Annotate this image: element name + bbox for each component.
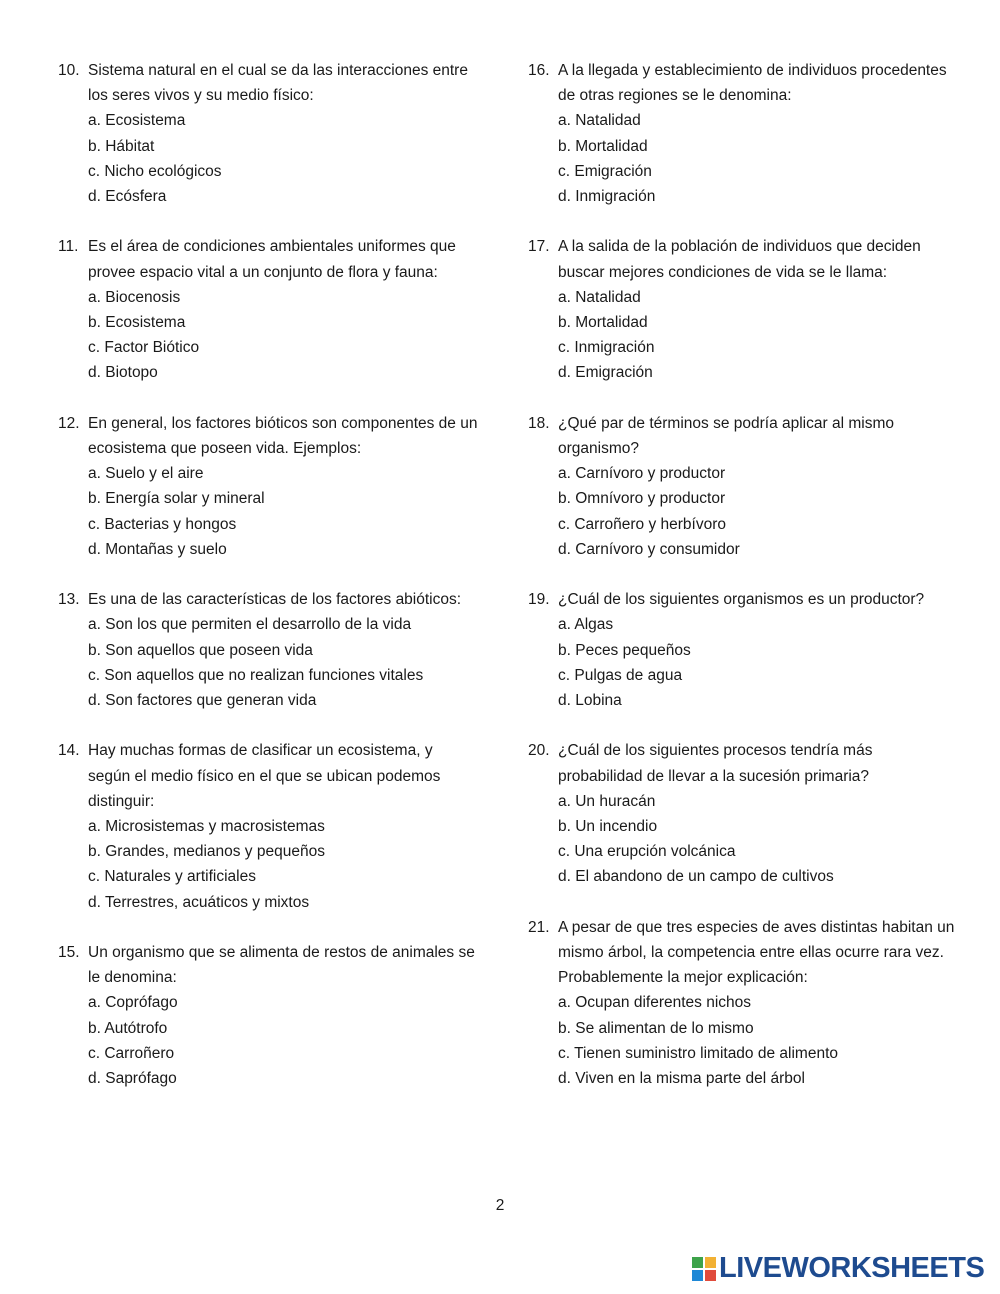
answer-option: d. Biotopo xyxy=(88,364,158,382)
question-text: ¿Cuál de los siguientes organismos es un productor? xyxy=(558,591,925,609)
answer-option: a. Son los que permiten el desarrollo de la vida xyxy=(88,616,412,634)
answer-option: b. Son aquellos que poseen vida xyxy=(88,641,313,659)
page-number: 2 xyxy=(495,1197,505,1214)
question-number: 18. xyxy=(528,414,550,432)
answer-option: c. Naturales y artificiales xyxy=(88,868,256,886)
liveworksheets-brand xyxy=(692,1252,984,1286)
question-item xyxy=(58,940,478,1091)
question-number: 20. xyxy=(528,742,550,760)
answer-option: d. Son factores que generan vida xyxy=(88,692,317,710)
question-number: 21. xyxy=(528,918,550,936)
question-text: Un organismo que se alimenta de restos de animales se le denomina: xyxy=(88,944,475,987)
question-item xyxy=(58,411,478,562)
answer-option: c. Son aquellos que no realizan funciones vitales xyxy=(88,666,424,684)
question-number: 14. xyxy=(58,742,80,760)
logo-tile-v xyxy=(692,1270,703,1281)
brand-wordmark: LIVEWORKSHEETS xyxy=(719,1252,985,1285)
answer-option: b. Mortalidad xyxy=(558,314,648,332)
question-number: 10. xyxy=(58,62,80,79)
answer-option: a. Un huracán xyxy=(558,792,656,810)
question-number: 11. xyxy=(58,238,79,256)
question-item xyxy=(528,234,958,385)
logo-tile-l xyxy=(692,1257,703,1268)
question-text: Es el área de condiciones ambientales uniformes que provee espacio vital a un conjunto de flora y fauna: xyxy=(88,238,456,281)
answer-option: c. Pulgas de agua xyxy=(558,666,683,684)
question-item xyxy=(58,58,478,209)
answer-option: d. Terrestres, acuáticos y mixtos xyxy=(88,893,310,911)
answer-option: d. Inmigración xyxy=(558,188,656,206)
answer-option: a. Ocupan diferentes nichos xyxy=(558,994,752,1012)
answer-option: a. Coprófago xyxy=(88,994,178,1012)
question-item xyxy=(528,587,958,713)
question-number: 13. xyxy=(58,591,80,609)
question-item xyxy=(58,587,478,713)
answer-option: c. Carroñero xyxy=(88,1044,175,1062)
answer-option: b. Ecosistema xyxy=(88,314,186,332)
answer-option: c. Nicho ecológicos xyxy=(88,162,222,180)
question-text: Sistema natural en el cual se da las interacciones entre los seres vivos y su medio físico: xyxy=(88,62,468,105)
answer-option: d. Ecósfera xyxy=(88,188,167,206)
question-item xyxy=(528,915,958,1091)
right-column xyxy=(528,58,958,1116)
question-text: ¿Cuál de los siguientes procesos tendría más probabilidad de llevar a la sucesión primaria? xyxy=(558,742,873,785)
answer-option: d. Carnívoro y consumidor xyxy=(558,540,740,558)
question-number: 15. xyxy=(58,944,80,962)
answer-option: c. Carroñero y herbívoro xyxy=(558,515,726,533)
answer-option: b. Mortalidad xyxy=(558,137,648,155)
question-item xyxy=(58,234,478,385)
question-text: A la salida de la población de individuos que deciden buscar mejores condiciones de vida se le llama: xyxy=(558,238,921,281)
answer-option: d. Saprófago xyxy=(88,1070,177,1088)
answer-option: a. Natalidad xyxy=(558,288,641,306)
answer-option: d. Emigración xyxy=(558,364,653,382)
answer-option: c. Tienen suministro limitado de alimento xyxy=(558,1044,838,1062)
answer-option: b. Omnívoro y productor xyxy=(558,490,726,508)
answer-option: a. Biocenosis xyxy=(88,288,181,306)
answer-option: a. Microsistemas y macrosistemas xyxy=(88,818,325,836)
liveworksheets-logo-icon xyxy=(692,1257,716,1281)
answer-option: d. Montañas y suelo xyxy=(88,540,227,558)
answer-option: d. Lobina xyxy=(558,692,622,710)
logo-tile-e xyxy=(705,1270,716,1281)
answer-option: b. Autótrofo xyxy=(88,1019,168,1037)
question-text: A la llegada y establecimiento de individuos procedentes de otras regiones se le denomina: xyxy=(558,62,947,105)
question-number: 19. xyxy=(528,591,550,609)
answer-option: a. Suelo y el aire xyxy=(88,465,204,483)
left-column xyxy=(58,58,478,1116)
answer-option: c. Inmigración xyxy=(558,339,655,357)
answer-option: c. Emigración xyxy=(558,162,652,180)
question-item xyxy=(528,58,958,209)
question-item xyxy=(528,738,958,889)
answer-option: c. Bacterias y hongos xyxy=(88,515,237,533)
question-item xyxy=(58,738,478,914)
answer-option: d. El abandono de un campo de cultivos xyxy=(558,868,834,886)
logo-tile-i xyxy=(705,1257,716,1268)
answer-option: a. Ecosistema xyxy=(88,112,186,130)
question-number: 12. xyxy=(58,414,80,432)
answer-option: c. Factor Biótico xyxy=(88,339,200,357)
answer-option: a. Natalidad xyxy=(558,112,641,130)
answer-option: b. Un incendio xyxy=(558,818,658,836)
question-number: 17. xyxy=(528,238,550,256)
answer-option: a. Carnívoro y productor xyxy=(558,465,726,483)
question-item xyxy=(528,411,958,562)
answer-option: b. Peces pequeños xyxy=(558,641,691,659)
answer-option: c. Una erupción volcánica xyxy=(558,843,736,861)
question-text: Es una de las características de los factores abióticos: xyxy=(88,591,462,609)
answer-option: b. Se alimentan de lo mismo xyxy=(558,1019,754,1037)
answer-option: b. Grandes, medianos y pequeños xyxy=(88,843,325,861)
question-text: A pesar de que tres especies de aves distintas habitan un mismo árbol, la competencia entre ellas ocurre rara vez. Probablemente la mejor explicación: xyxy=(558,918,955,987)
answer-option: b. Hábitat xyxy=(88,137,155,155)
answer-option: d. Viven en la misma parte del árbol xyxy=(558,1070,805,1088)
question-text: ¿Qué par de términos se podría aplicar al mismo organismo? xyxy=(558,414,894,458)
answer-option: b. Energía solar y mineral xyxy=(88,490,265,508)
question-text: Hay muchas formas de clasificar un ecosistema, y según el medio físico en el que se ubican podemos distinguir: xyxy=(88,742,441,810)
question-number: 16. xyxy=(528,62,550,79)
question-text: En general, los factores bióticos son componentes de un ecosistema que poseen vida. Ejemplos: xyxy=(88,414,478,458)
answer-option: a. Algas xyxy=(558,616,614,634)
